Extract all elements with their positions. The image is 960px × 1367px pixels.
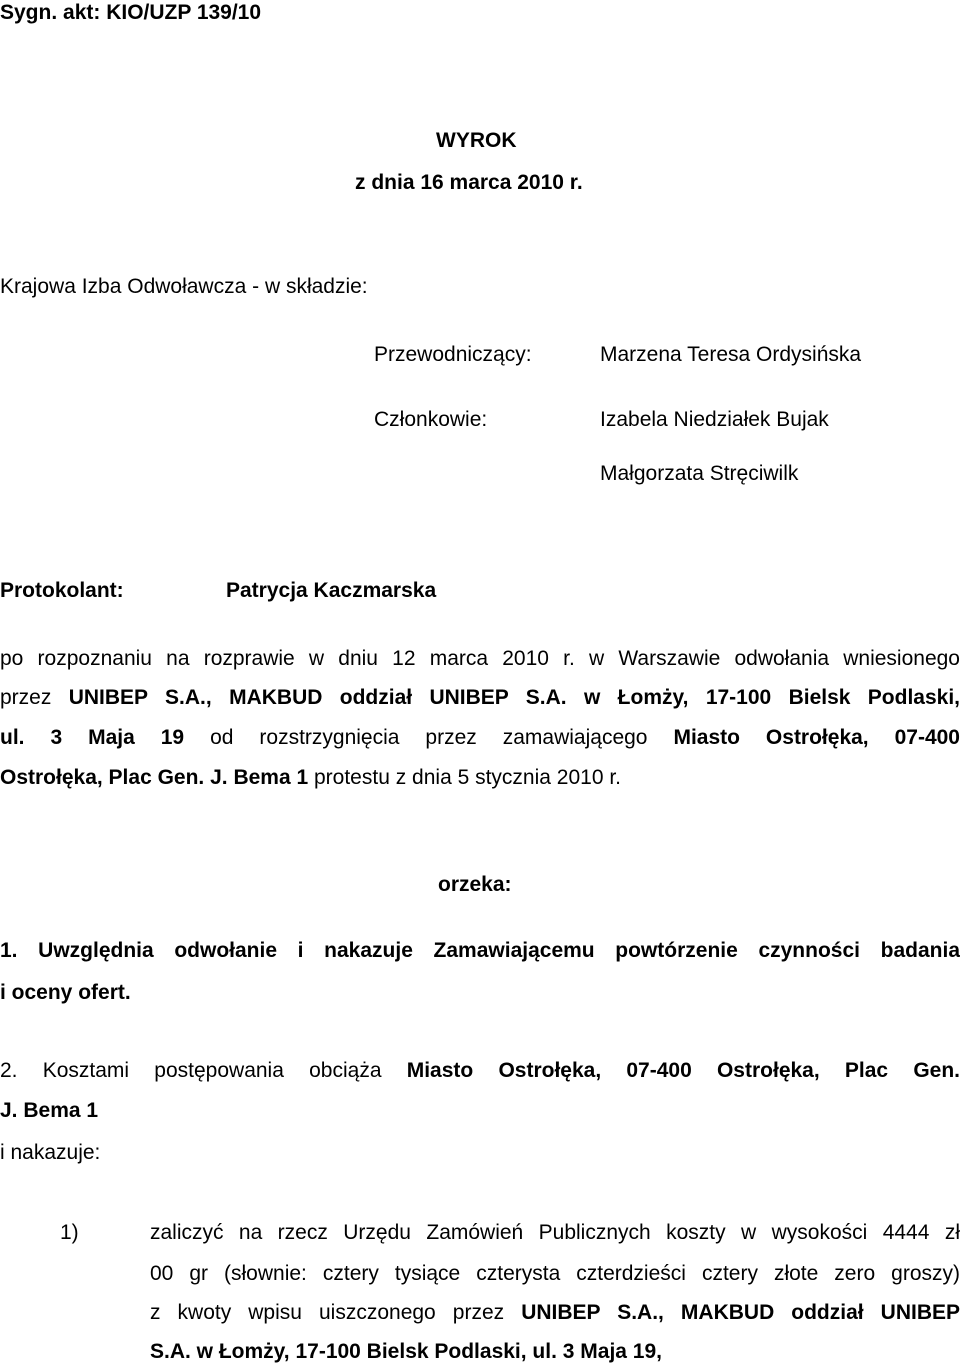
payer-name: UNIBEP S.A., MAKBUD oddział UNIBEP xyxy=(521,1301,960,1324)
ruling-point-1-cont: i oceny ofert. xyxy=(0,981,131,1004)
hearing-text: od rozstrzygnięcia przez zamawiającego xyxy=(184,726,674,749)
ruling-point-1: 1. Uwzględnia odwołanie i nakazuje Zamawiającemu powtórzenie czynności badania xyxy=(0,939,960,962)
clerk-label: Protokolant: xyxy=(0,579,124,602)
appellant-address: ul. 3 Maja 19 xyxy=(0,726,185,749)
ruling-point-2 xyxy=(0,1058,960,1083)
case-signature: Sygn. akt: KIO/UZP 139/10 xyxy=(0,1,262,24)
list-item-text: z kwoty wpisu uiszczonego przez xyxy=(150,1301,522,1324)
document-date: z dnia 16 marca 2010 r. xyxy=(355,171,583,194)
list-item-line xyxy=(150,1300,960,1325)
ruling-text: 2. Kosztami postępowania obciąża xyxy=(0,1059,407,1082)
member-name: Małgorzata Stręciwilk xyxy=(600,462,799,485)
cost-bearer-cont: J. Bema 1 xyxy=(0,1099,99,1122)
appellant-name: UNIBEP S.A., MAKBUD oddział UNIBEP S.A. w Łomży, 17-100 Bielsk Podlaski, xyxy=(68,686,960,709)
member-name: Izabela Niedziałek Bujak xyxy=(600,408,829,431)
chair-label: Przewodniczący: xyxy=(374,343,532,366)
list-item-line: 00 gr (słownie: cztery tysiące czterysta czterdzieści cztery złote zero groszy) xyxy=(150,1262,960,1285)
hearing-line xyxy=(0,685,960,710)
document-title: WYROK xyxy=(436,129,517,152)
ruling-text: i nakazuje: xyxy=(0,1141,101,1164)
members-label: Członkowie: xyxy=(374,408,488,431)
contracting-authority: Miasto Ostrołęka, 07-400 xyxy=(673,726,960,749)
hearing-line xyxy=(0,725,960,750)
list-item-number: 1) xyxy=(60,1221,79,1244)
ruling-heading: orzeka: xyxy=(438,873,512,896)
payer-address: S.A. w Łomży, 17-100 Bielsk Podlaski, ul. 3 Maja 19, xyxy=(150,1340,662,1363)
hearing-text: protestu z dnia 5 stycznia 2010 r. xyxy=(308,766,622,789)
hearing-line: po rozpoznaniu na rozprawie w dniu 12 marca 2010 r. w Warszawie odwołania wniesionego xyxy=(0,647,960,670)
cost-bearer: Miasto Ostrołęka, 07-400 Ostrołęka, Plac Gen. xyxy=(406,1059,960,1082)
panel-intro: Krajowa Izba Odwoławcza - w składzie: xyxy=(0,275,368,298)
list-item-line: zaliczyć na rzecz Urzędu Zamówień Publicznych koszty w wysokości 4444 zł xyxy=(150,1221,960,1244)
hearing-line xyxy=(0,765,621,790)
hearing-text: przez xyxy=(0,686,69,709)
chair-name: Marzena Teresa Ordysińska xyxy=(600,343,862,366)
contracting-authority-address: Ostrołęka, Plac Gen. J. Bema 1 xyxy=(0,766,309,789)
clerk-name: Patrycja Kaczmarska xyxy=(226,579,437,602)
